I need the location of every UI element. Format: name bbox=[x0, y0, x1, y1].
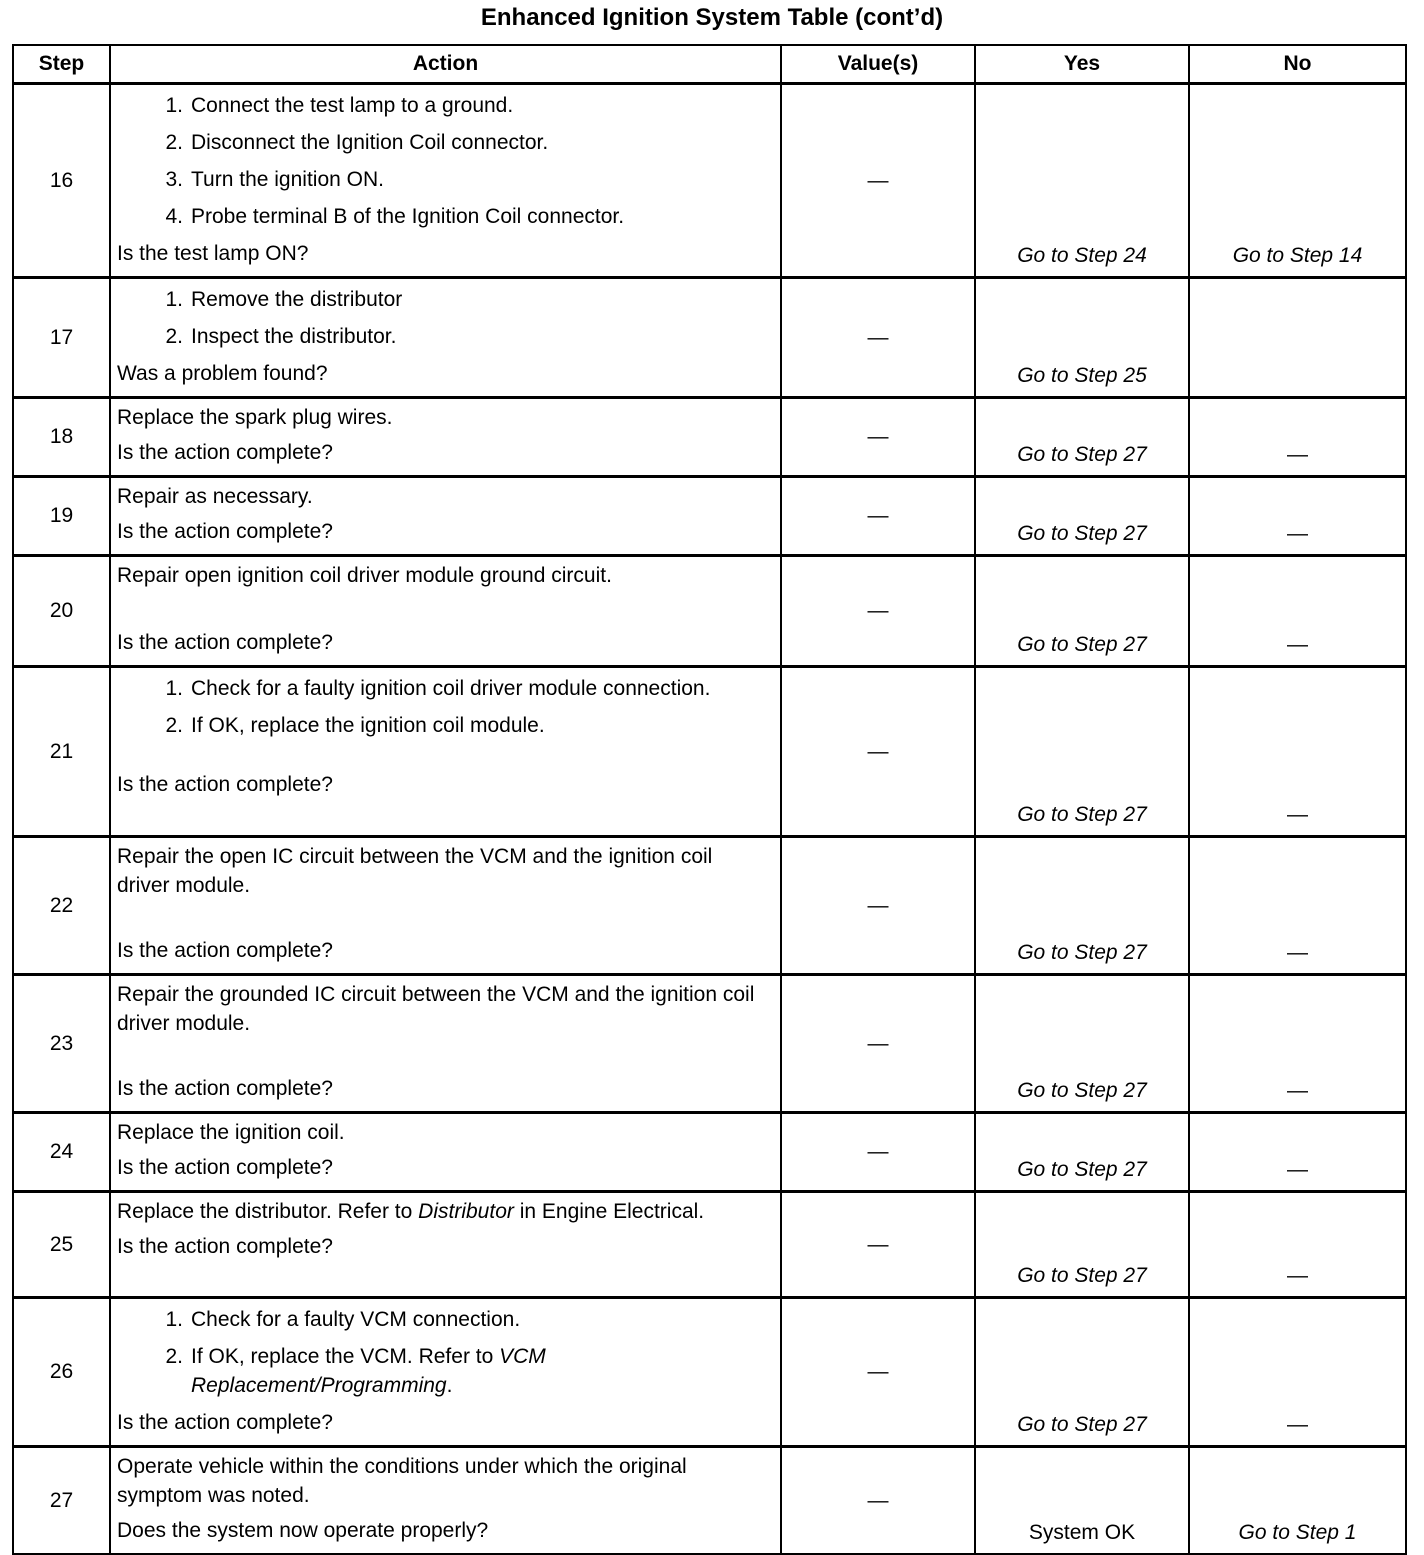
action-question: Is the action complete? bbox=[117, 520, 333, 543]
action-cell bbox=[110, 477, 781, 556]
header-row bbox=[13, 45, 1406, 84]
value-cell: — bbox=[781, 278, 975, 398]
action-cell: 1. Check for a faulty VCM connection. 2. If OK, replace the VCM. Refer to VCM Replacement/Programming. Is the action complete? bbox=[110, 1298, 781, 1447]
action-cell bbox=[110, 398, 781, 477]
table-title: Enhanced Ignition System Table (cont’d) bbox=[480, 4, 944, 31]
value-cell: — bbox=[781, 556, 975, 667]
yes-cell: Go to Step 27 bbox=[975, 477, 1189, 556]
action-text: Replace the ignition coil. bbox=[117, 1121, 345, 1144]
step-number: 17 bbox=[13, 278, 110, 398]
table-row bbox=[13, 1113, 1406, 1192]
yes-cell: Go to Step 27 bbox=[975, 1192, 1189, 1298]
action-question: Is the action complete? bbox=[117, 939, 333, 962]
value-cell: — bbox=[781, 667, 975, 837]
no-cell: Go to Step 1 bbox=[1189, 1447, 1406, 1555]
table-row bbox=[13, 667, 1406, 837]
action-question: Is the action complete? bbox=[117, 1156, 333, 1179]
action-text: Repair the grounded IC circuit between the VCM and the ignition coil driver module. bbox=[117, 983, 755, 1035]
action-step: Check for a faulty VCM connection. bbox=[191, 1308, 521, 1331]
table-row bbox=[13, 398, 1406, 477]
yes-cell: Go to Step 27 bbox=[975, 556, 1189, 667]
step-number: 24 bbox=[13, 1113, 110, 1192]
no-cell: Go to Step 14 bbox=[1189, 84, 1406, 278]
table-row bbox=[13, 837, 1406, 975]
no-cell: — bbox=[1189, 837, 1406, 975]
action-cell: 1. Connect the test lamp to a ground. 2. Disconnect the Ignition Coil connector. 3. Turn the ignition ON. 4. Probe terminal B of the Ignition Coil connector. Is the test lamp ON? bbox=[110, 84, 781, 278]
table-row bbox=[13, 84, 1406, 278]
action-cell bbox=[110, 975, 781, 1113]
no-cell: — bbox=[1189, 667, 1406, 837]
table-row bbox=[13, 1298, 1406, 1447]
action-step: If OK, replace the ignition coil module. bbox=[191, 714, 545, 737]
no-cell bbox=[1189, 278, 1406, 398]
table-row bbox=[13, 278, 1406, 398]
step-number: 27 bbox=[13, 1447, 110, 1555]
no-cell: — bbox=[1189, 1192, 1406, 1298]
action-text: Repair open ignition coil driver module ground circuit. bbox=[117, 564, 612, 587]
action-step: Inspect the distributor. bbox=[191, 325, 397, 348]
value-cell: — bbox=[781, 1447, 975, 1555]
action-text: Replace the distributor. Refer to Distributor in Engine Electrical. bbox=[117, 1200, 705, 1223]
yes-cell: Go to Step 27 bbox=[975, 398, 1189, 477]
yes-cell: Go to Step 27 bbox=[975, 1113, 1189, 1192]
action-question: Is the action complete? bbox=[117, 441, 333, 464]
step-number: 19 bbox=[13, 477, 110, 556]
header-step: Step bbox=[13, 45, 110, 84]
action-cell bbox=[110, 556, 781, 667]
header-yes: Yes bbox=[975, 45, 1189, 84]
table-row bbox=[13, 975, 1406, 1113]
table-row bbox=[13, 477, 1406, 556]
table-row bbox=[13, 1192, 1406, 1298]
action-question: Is the action complete? bbox=[117, 631, 333, 654]
value-cell: — bbox=[781, 1113, 975, 1192]
action-step: Connect the test lamp to a ground. bbox=[191, 94, 514, 117]
action-cell bbox=[110, 1447, 781, 1555]
step-number: 22 bbox=[13, 837, 110, 975]
header-values: Value(s) bbox=[781, 45, 975, 84]
action-cell: 1. Remove the distributor 2. Inspect the distributor. Was a problem found? bbox=[110, 278, 781, 398]
action-question: Is the action complete? bbox=[117, 773, 333, 796]
action-step: Turn the ignition ON. bbox=[191, 168, 384, 191]
action-question: Is the action complete? bbox=[117, 1235, 333, 1258]
step-number: 21 bbox=[13, 667, 110, 837]
action-text: Repair the open IC circuit between the VCM and the ignition coil driver module. bbox=[117, 845, 713, 897]
value-cell: — bbox=[781, 975, 975, 1113]
step-number: 26 bbox=[13, 1298, 110, 1447]
no-cell: — bbox=[1189, 1113, 1406, 1192]
no-cell: — bbox=[1189, 477, 1406, 556]
action-step: Disconnect the Ignition Coil connector. bbox=[191, 131, 549, 154]
action-text: Operate vehicle within the conditions under which the original symptom was noted. bbox=[117, 1455, 687, 1507]
no-cell: — bbox=[1189, 398, 1406, 477]
action-text: Replace the spark plug wires. bbox=[117, 406, 393, 429]
value-cell: — bbox=[781, 477, 975, 556]
action-text: Repair as necessary. bbox=[117, 485, 313, 508]
action-cell: 1. Check for a faulty ignition coil driver module connection. 2. If OK, replace the ignition coil module. Is the action complete? bbox=[110, 667, 781, 837]
step-number: 25 bbox=[13, 1192, 110, 1298]
yes-cell: Go to Step 27 bbox=[975, 1298, 1189, 1447]
yes-cell: Go to Step 25 bbox=[975, 278, 1189, 398]
action-question: Was a problem found? bbox=[117, 362, 328, 385]
yes-cell: Go to Step 27 bbox=[975, 975, 1189, 1113]
action-cell bbox=[110, 1192, 781, 1298]
header-action: Action bbox=[110, 45, 781, 84]
value-cell: — bbox=[781, 398, 975, 477]
action-step: Remove the distributor bbox=[191, 288, 403, 311]
value-cell: — bbox=[781, 84, 975, 278]
action-cell bbox=[110, 1113, 781, 1192]
yes-cell: Go to Step 27 bbox=[975, 837, 1189, 975]
step-number: 20 bbox=[13, 556, 110, 667]
action-step: If OK, replace the VCM. Refer to VCM Replacement/Programming. bbox=[191, 1345, 546, 1397]
value-cell: — bbox=[781, 1298, 975, 1447]
step-number: 16 bbox=[13, 84, 110, 278]
value-cell: — bbox=[781, 1192, 975, 1298]
yes-cell: System OK bbox=[975, 1447, 1189, 1555]
action-question: Is the action complete? bbox=[117, 1411, 333, 1434]
action-question: Is the test lamp ON? bbox=[117, 242, 309, 265]
table-row bbox=[13, 1447, 1406, 1555]
action-question: Does the system now operate properly? bbox=[117, 1519, 489, 1542]
step-number: 18 bbox=[13, 398, 110, 477]
ignition-table bbox=[12, 44, 1407, 1555]
no-cell: — bbox=[1189, 975, 1406, 1113]
action-step: Probe terminal B of the Ignition Coil connector. bbox=[191, 205, 625, 228]
action-question: Is the action complete? bbox=[117, 1077, 333, 1100]
step-number: 23 bbox=[13, 975, 110, 1113]
action-cell bbox=[110, 837, 781, 975]
no-cell: — bbox=[1189, 556, 1406, 667]
table-row bbox=[13, 556, 1406, 667]
header-no: No bbox=[1189, 45, 1406, 84]
action-step: Check for a faulty ignition coil driver module connection. bbox=[191, 677, 711, 700]
yes-cell: Go to Step 27 bbox=[975, 667, 1189, 837]
no-cell: — bbox=[1189, 1298, 1406, 1447]
value-cell: — bbox=[781, 837, 975, 975]
yes-cell: Go to Step 24 bbox=[975, 84, 1189, 278]
